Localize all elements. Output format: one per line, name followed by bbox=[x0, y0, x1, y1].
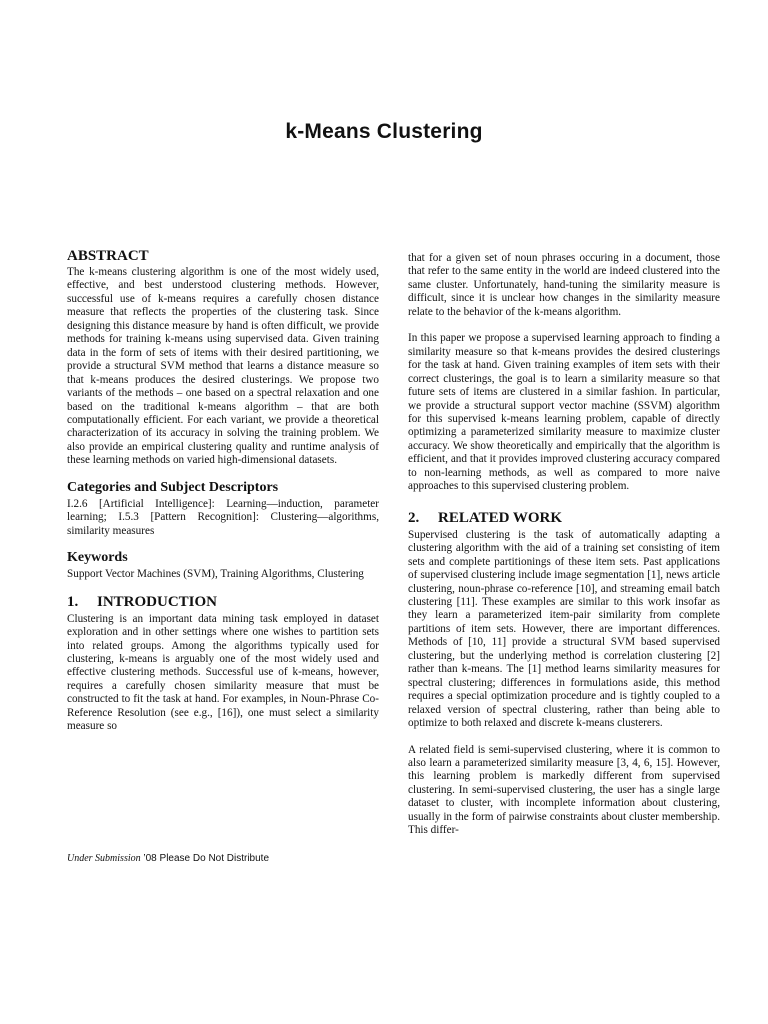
related-work-para1: Supervised clustering is the task of automatically adapting a clustering algorithm with the aid of a training set consisting of item sets and complete partitionings of these item sets. Past applications of supervised clustering include image segmentation [1], news article clustering, noun-phrase co-reference [10], and streaming email batch clustering [11]. These examples are similar to this work insofar as they learn a parameterized item-pair similarity from complete partitions of item sets. However, there are important differences. Methods of [10, 11] provide a structural SVM based supervised clustering, but the underlying method is correlation clustering [2] rather than k-means. The [1] method learns similarity measures for spectral clustering; differences in formulations aside, this method requires a special optimization procedure and is tightly coupled to a relaxed version of spectral clustering, rather than being able to optimize to both relaxed and discrete k-means clusterers. bbox=[408, 528, 720, 730]
related-number: 2. bbox=[408, 509, 420, 526]
related-work-heading bbox=[408, 509, 720, 527]
categories-heading: Categories and Subject Descriptors bbox=[67, 479, 279, 495]
left-column bbox=[67, 247, 379, 734]
intro-heading bbox=[67, 593, 379, 611]
footer-rest: ’08 Please Do Not Distribute bbox=[140, 853, 270, 864]
submission-footer bbox=[67, 853, 269, 864]
right-column bbox=[408, 252, 720, 838]
related-work-para2: A related field is semi-supervised clustering, where it is common to also learn a parameterized similarity measure [3, 4, 6, 15]. However, this learning problem is markedly different from supervised clustering. In semi-supervised clustering, the user has a single large dataset to cluster, with incomplete information about clustering, usually in the form of pairwise constraints about cluster membership. This differ- bbox=[408, 743, 720, 837]
intro-number: 1. bbox=[67, 593, 79, 610]
intro-approach-para: In this paper we propose a supervised learning approach to finding a similarity measure so that k-means provides the desired clusterings for the task at hand. Given training examples of item sets with their correct clusterings, the goal is to learn a similarity measure so that future sets of items are clustered in a similar fashion. In particular, we provide a structural support vector machine (SSVM) algorithm for this supervised k-means learning problem, capable of directly optimizing a parameterized similarity measure to maximize cluster accuracy. We show theoretically and empirically that the algorithm is efficient, and that it provides improved clustering accuracy compared to non-learning methods, as well as compared to more naive approaches to this supervised clustering problem. bbox=[408, 332, 720, 493]
paper-title: k-Means Clustering bbox=[285, 120, 483, 143]
categories-text: I.2.6 [Artificial Intelligence]: Learning—induction, parameter learning; I.5.3 [Pattern Recognition]: Clustering—algorithms, similarity measures bbox=[67, 497, 379, 537]
abstract-text: The k-means clustering algorithm is one of the most widely used, effective, and best understood clustering methods. However, successful use of k-means requires a carefully chosen distance measure that reflects the properties of the clustering task. Since designing this distance measure by hand is often difficult, we provide methods for training k-means using supervised data. Given training data in the form of sets of items with their desired partitioning, we provide a structural SVM method that learns a distance measure so that k-means produces the desired clusterings. We propose two variants of the methods – one based on a spectral relaxation and one based on the traditional k-means algorithm – that are both computationally efficient. For each variant, we provide a theoretical characterization of its accuracy in solving the training problem. We also provide an empirical clustering quality and runtime analysis of these learning methods on varied high-dimensional datasets. bbox=[67, 266, 379, 467]
intro-text: Clustering is an important data mining task employed in dataset exploration and in other settings where one wishes to partition sets into related groups. Among the algorithms typically used for clustering, k-means is arguably one of the most widely used and effective clustering methods. Successful use of k-means, however, requires a carefully chosen similarity measure that must be constructed to fit the task at hand. For examples, in Noun-Phrase Co-Reference Resolution (see e.g., [16]), one must select a similarity measure so bbox=[67, 612, 379, 733]
intro-heading-label: INTRODUCTION bbox=[97, 593, 218, 610]
footer-italic: Under Submission bbox=[67, 853, 141, 864]
related-heading-label: RELATED WORK bbox=[438, 509, 563, 526]
keywords-text: Support Vector Machines (SVM), Training Algorithms, Clustering bbox=[67, 568, 364, 581]
abstract-heading: ABSTRACT bbox=[67, 248, 149, 264]
intro-continued-para: that for a given set of noun phrases occuring in a document, those that refer to the same entity in the world are indeed clustered into the same cluster. Unfortunately, hand-tuning the similarity measure is difficult, since it is unclear how changes in the similarity measure relate to the behavior of the k-means algorithm. bbox=[408, 252, 720, 318]
keywords-heading: Keywords bbox=[67, 550, 128, 566]
